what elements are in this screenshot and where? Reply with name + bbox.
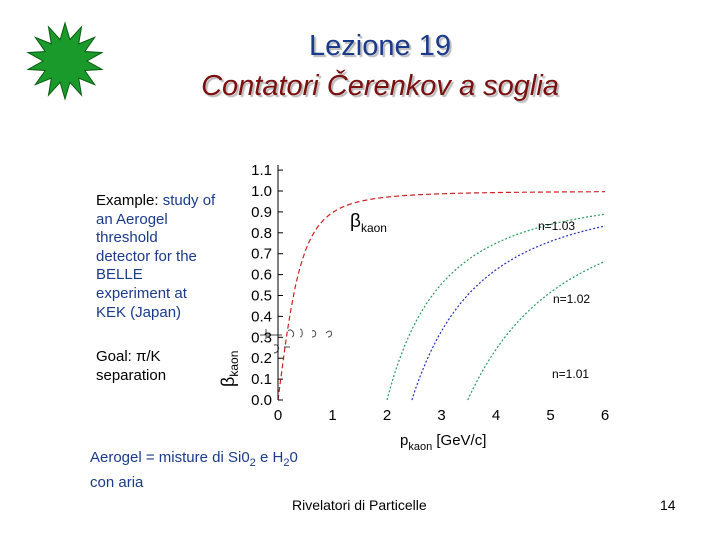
x-tick-label: 4 (491, 407, 501, 424)
x-tick-label: 2 (382, 407, 392, 424)
aerogel-sub-2: 2 (283, 457, 290, 469)
y-tick-label: 0.9 (251, 203, 272, 221)
x-tick-label: 0 (273, 407, 283, 424)
goal-prefix: Goal: (96, 348, 132, 365)
y-tick-label: 0.3 (251, 329, 272, 347)
y-tick-label: 0.4 (251, 308, 272, 326)
y-tick-label: 0.0 (251, 392, 272, 409)
footer-text: Rivelatori di Particelle (292, 497, 427, 513)
intro-prefix: Example: (96, 192, 159, 209)
x-tick-label: 1 (328, 407, 337, 424)
intro-text: study of an Aerogel threshold detector for the BELLE experiment at KEK (Japan) (96, 192, 216, 321)
y-tick-label: 1.0 (251, 183, 272, 200)
aerogel-text-b: e H (255, 449, 284, 466)
goal-paragraph (96, 348, 216, 385)
page-number: 14 (660, 497, 676, 513)
aerogel-text-a: Aerogel = misture di Si0 (90, 449, 250, 466)
y-axis-label: $\beta_{kaon}$ (218, 350, 241, 387)
beta-vs-momentum-chart (210, 155, 630, 455)
beta-kaon-annotation: $\beta_{kaon}$ (350, 211, 387, 235)
aerogel-sub-1: 2 (249, 457, 256, 469)
goal-text: π/K separation (96, 348, 167, 384)
x-tick-label: 6 (600, 407, 610, 424)
y-tick-label: 0.6 (251, 266, 272, 284)
x-tick-label: 3 (437, 407, 446, 424)
aerogel-line-2: con aria (90, 474, 144, 491)
x-axis-label: $p_{kaon}$ [GeV/c] (400, 432, 487, 453)
x-tick-label: 5 (546, 407, 555, 424)
y-tick-label: 0.8 (251, 224, 272, 242)
n102-annotation: n=1.02 (553, 292, 591, 306)
y-tick-label: 0.1 (251, 371, 272, 389)
y-tick-label: 0.7 (251, 245, 272, 263)
intro-paragraph (96, 192, 216, 322)
y-tick-label: 0.5 (251, 287, 272, 305)
y-tick-label: 0.2 (251, 350, 272, 368)
slide-subtitle: Contatori Čerenkov a soglia (201, 70, 559, 102)
y-tick-label: 1.1 (251, 162, 272, 180)
n103-annotation: n=1.03 (538, 219, 576, 233)
slide-title: Lezione 19 (309, 30, 451, 62)
n101-annotation: n=1.01 (552, 367, 590, 381)
aerogel-text-c: 0 (289, 449, 298, 466)
